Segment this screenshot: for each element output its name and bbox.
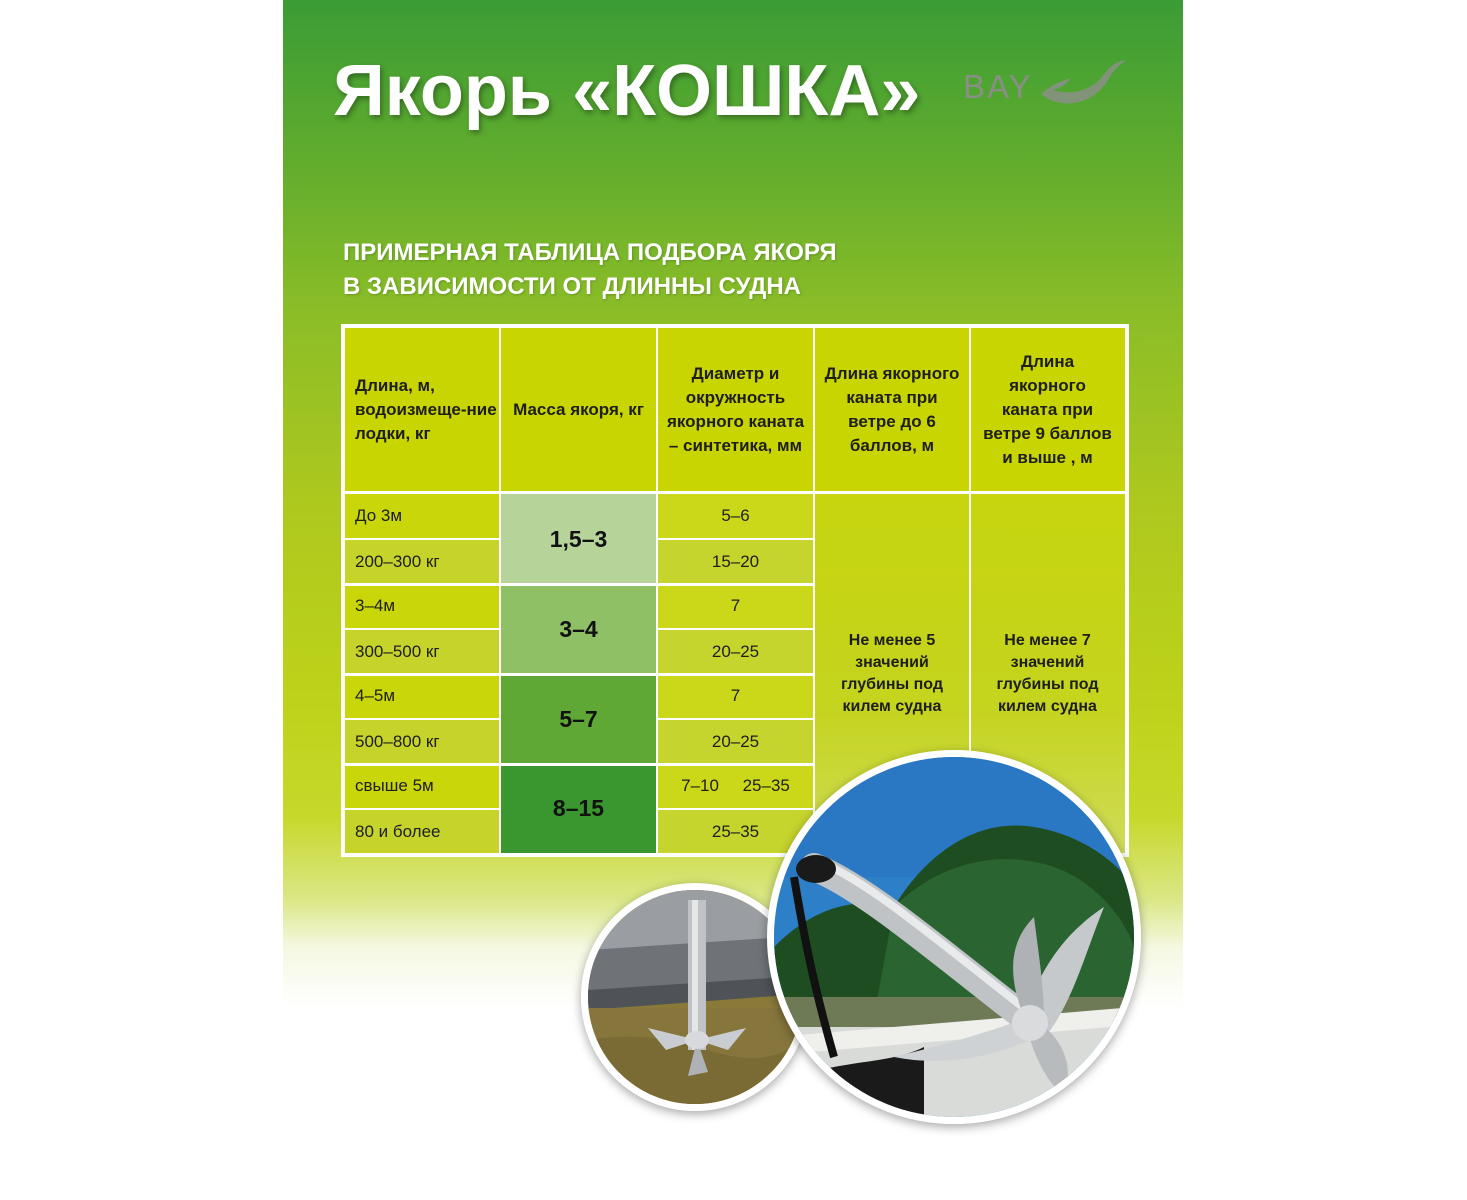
diameter-cell: 7 [657, 674, 814, 718]
header-rope-6: Длина якорного каната при ветре до 6 баллов, м [814, 328, 970, 491]
header-diameter: Диаметр и окружность якорного каната – синтетика, мм [657, 328, 814, 491]
mass-cell: 3–4 [500, 584, 657, 674]
rope-length-9-note: Не менее 7 значений глубины под килем судна [970, 494, 1125, 853]
circumference-cell: 15–20 [657, 540, 814, 584]
mass-cell: 8–15 [500, 764, 657, 853]
diameter-cell: 7–10 25–35 [657, 764, 814, 808]
mass-cell: 1,5–3 [500, 494, 657, 584]
grid-line [345, 538, 500, 540]
row-weight: 300–500 кг [345, 630, 500, 674]
mass-cell: 5–7 [500, 674, 657, 764]
rope-length-6-note: Не менее 5 значений глубины под килем судна [814, 494, 970, 853]
row-length: 3–4м [345, 584, 500, 628]
grid-line [345, 763, 814, 766]
circumference-cell: 20–25 [657, 720, 814, 764]
grid-line [656, 328, 658, 853]
grid-line [657, 808, 814, 810]
subtitle-line-2: В ЗАВИСИМОСТИ ОТ ДЛИННЫ СУДНА [343, 273, 802, 300]
row-length: До 3м [345, 494, 500, 538]
circumference-cell: 20–25 [657, 630, 814, 674]
row-length: 4–5м [345, 674, 500, 718]
row-weight: 500–800 кг [345, 720, 500, 764]
row-length: свыше 5м [345, 764, 500, 808]
grid-line [657, 718, 814, 720]
poster [283, 0, 1183, 1200]
row-weight: 200–300 кг [345, 540, 500, 584]
header-rope-9: Длина якорного каната при ветре 9 баллов и выше , м [970, 328, 1125, 491]
grid-line [657, 538, 814, 540]
page-title: Якорь «КОШКА» [333, 51, 921, 131]
grid-line [345, 491, 1125, 494]
subtitle-line-1: ПРИМЕРНАЯ ТАБЛИЦА ПОДБОРА ЯКОРЯ [343, 239, 837, 266]
diameter-cell: 7 [657, 584, 814, 628]
grid-line [813, 328, 815, 853]
grid-line [345, 718, 500, 720]
circumference-cell: 25–35 [657, 810, 814, 853]
header-length: Длина, м, водоизмеще-ние лодки, кг [345, 328, 500, 491]
grid-line [345, 583, 814, 586]
row-weight: 80 и более [345, 810, 500, 853]
grid-line [345, 808, 500, 810]
grid-line [657, 628, 814, 630]
grid-line [499, 328, 501, 853]
anchor-on-boat-photo [767, 750, 1141, 1124]
grid-line [345, 673, 814, 676]
brand-text: BAY [963, 68, 1033, 105]
table-subtitle [343, 236, 963, 304]
header-mass: Масса якоря, кг [500, 328, 657, 491]
grid-line [345, 628, 500, 630]
bay-logo [963, 56, 1128, 112]
diameter-cell: 5–6 [657, 494, 814, 538]
